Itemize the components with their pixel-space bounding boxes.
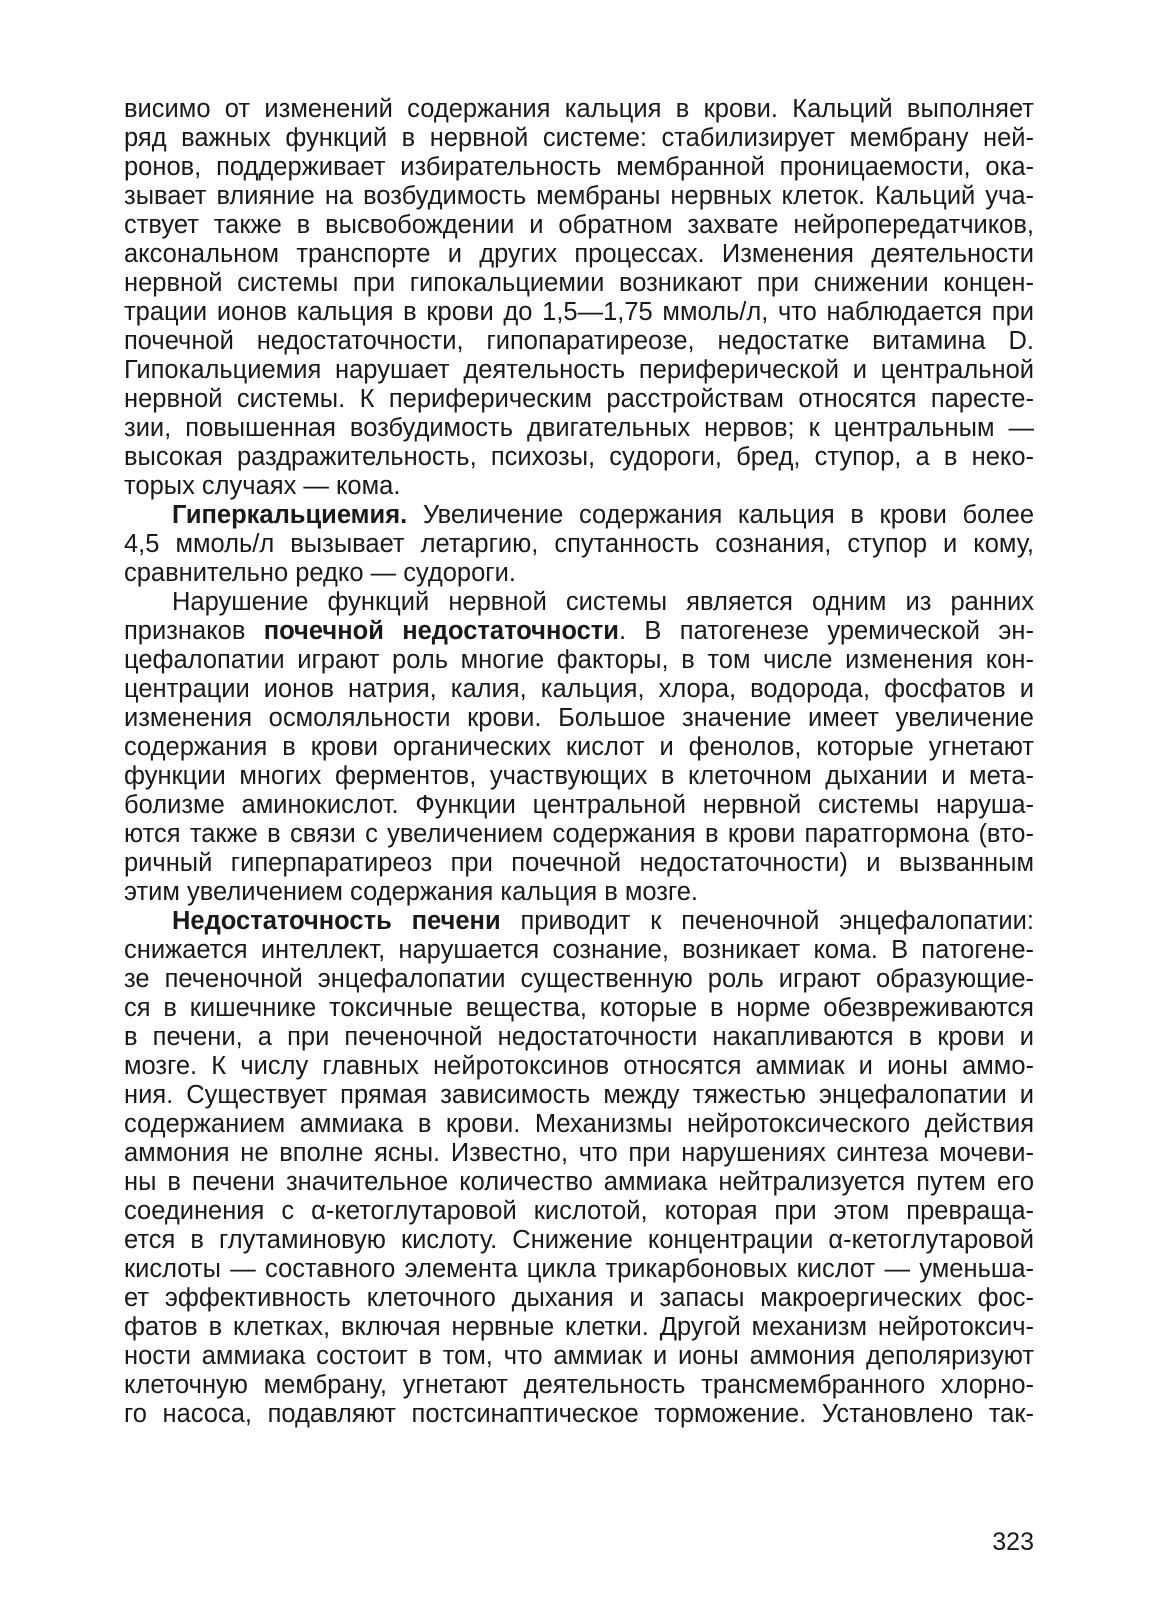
text-run: признаков (124, 617, 264, 645)
text-run: этим увеличением содержания кальция в мозге. (124, 878, 698, 906)
text-line (124, 791, 1034, 820)
text-line (124, 269, 1034, 298)
text-line (124, 182, 1034, 211)
text-run: Нарушение функций нервной системы является одним из ранних (172, 588, 1034, 616)
text-line (124, 733, 1034, 762)
text-line (124, 240, 1034, 269)
text-run: снижается интеллект, нарушается сознание, возникает кома. В патогене- (124, 936, 1034, 964)
text-run: аммония не вполне ясны. Известно, что при нарушениях синтеза мочеви- (124, 1139, 1034, 1167)
text-run: ствует также в высвобождении и обратном захвате нейропередатчиков, (124, 211, 1034, 239)
text-run: соединения с α-кетоглутаровой кислотой, которая при этом превраща- (124, 1197, 1034, 1225)
text-run: клеточную мембрану, угнетают деятельность трансмембранного хлорно- (124, 1371, 1034, 1399)
text-run: Гипокальциемия нарушает деятельность периферической и центральной (124, 356, 1034, 384)
text-run: 4,5 ммоль/л вызывает летаргию, спутанность сознания, ступор и кому, (124, 530, 1034, 558)
text-line (124, 1313, 1034, 1342)
text-run: функции многих ферментов, участвующих в клеточном дыхании и мета- (124, 762, 1034, 790)
text-run: в печени, а при печеночной недостаточности накапливаются в крови и (124, 1023, 1034, 1051)
text-run: сравнительно редко — судороги. (124, 559, 516, 587)
text-run: мозге. К числу главных нейротоксинов относятся аммиак и ионы аммо- (124, 1052, 1034, 1080)
text-line (124, 1342, 1034, 1371)
text-run: ричный гиперпаратиреоз при почечной недостаточности) и вызванным (124, 849, 1034, 877)
text-line (124, 704, 1034, 733)
text-line (124, 443, 1034, 472)
text-line (124, 965, 1034, 994)
text-run: зывает влияние на возбудимость мембраны нервных клеток. Кальций уча- (124, 182, 1034, 210)
text-run: аксональном транспорте и других процессах. Изменения деятельности (124, 240, 1034, 268)
text-line (124, 153, 1034, 182)
text-run: нервной системы. К периферическим расстройствам относятся паресте- (124, 385, 1034, 413)
text-line (124, 356, 1034, 385)
text-run: ности аммиака состоит в том, что аммиак и ионы аммония деполяризуют (124, 1342, 1034, 1370)
text-line (124, 298, 1034, 327)
text-run: . В патогенезе уремической эн- (618, 617, 1034, 645)
text-line (124, 559, 1034, 588)
text-line (124, 1052, 1034, 1081)
text-run: ния. Существует прямая зависимость между тяжестью энцефалопатии и (124, 1081, 1034, 1109)
text-line (124, 1226, 1034, 1255)
text-line (124, 1168, 1034, 1197)
text-line (124, 1139, 1034, 1168)
text-line (124, 1081, 1034, 1110)
text-line (124, 1023, 1034, 1052)
text-line (124, 530, 1034, 559)
text-run: ются также в связи с увеличением содержания в крови паратгормона (вто- (124, 820, 1034, 848)
text-run: приводит к печеночной энцефалопатии: (500, 907, 1034, 935)
text-run: зии, повышенная возбудимость двигательных нервов; к центральным — (124, 414, 1034, 442)
text-line (124, 95, 1034, 124)
text-run: торых случаях — кома. (124, 472, 401, 500)
bold-term: Гиперкальциемия. (172, 501, 408, 529)
text-run: го насоса, подавляют постсинаптическое торможение. Установлено так- (124, 1400, 1034, 1428)
text-line (124, 936, 1034, 965)
text-run: болизме аминокислот. Функции центральной нервной системы наруша- (124, 791, 1034, 819)
text-line (124, 1284, 1034, 1313)
text-line (124, 878, 1034, 907)
text-line (124, 675, 1034, 704)
text-run: содержанием аммиака в крови. Механизмы нейротоксического действия (124, 1110, 1034, 1138)
text-line (124, 1110, 1034, 1139)
text-line (124, 501, 1034, 530)
page-number: 323 (992, 1528, 1034, 1556)
text-run: цефалопатии играют роль многие факторы, в том числе изменения кон- (124, 646, 1034, 674)
text-run: содержания в крови органических кислот и фенолов, которые угнетают (124, 733, 1034, 761)
text-run: ся в кишечнике токсичные вещества, которые в норме обезвреживаются (124, 994, 1034, 1022)
text-line (124, 907, 1034, 936)
text-run: ронов, поддерживает избирательность мембранной проницаемости, ока- (124, 153, 1034, 181)
text-line (124, 385, 1034, 414)
text-line (124, 472, 1034, 501)
text-line (124, 1400, 1034, 1429)
text-line (124, 820, 1034, 849)
bold-term: почечной недостаточности (263, 617, 619, 645)
text-run: ется в глутаминовую кислоту. Снижение концентрации α-кетоглутаровой (124, 1226, 1034, 1254)
text-run: ряд важных функций в нервной системе: стабилизирует мембрану ней- (124, 124, 1034, 152)
text-run: ет эффективность клеточного дыхания и запасы макроергических фос- (124, 1284, 1034, 1312)
text-line (124, 1371, 1034, 1400)
text-run: ны в печени значительное количество аммиака нейтрализуется путем его (124, 1168, 1034, 1196)
text-line (124, 124, 1034, 153)
text-run: изменения осмоляльности крови. Большое значение имеет увеличение (124, 704, 1034, 732)
text-run: кислоты — составного элемента цикла трикарбоновых кислот — уменьша- (124, 1255, 1034, 1283)
text-line (124, 646, 1034, 675)
text-line (124, 588, 1034, 617)
body-text (124, 95, 1034, 1429)
text-run: трации ионов кальция в крови до 1,5—1,75 ммоль/л, что наблюдается при (124, 298, 1034, 326)
text-run: висимо от изменений содержания кальция в крови. Кальций выполняет (124, 95, 1034, 123)
text-run: Увеличение содержания кальция в крови более (407, 501, 1034, 529)
text-run: центрации ионов натрия, калия, кальция, хлора, водорода, фосфатов и (124, 675, 1034, 703)
text-line (124, 617, 1034, 646)
text-run: почечной недостаточности, гипопаратиреозе, недостатке витамина D. (124, 327, 1034, 355)
text-line (124, 1197, 1034, 1226)
text-run: зе печеночной энцефалопатии существенную роль играют образующие- (124, 965, 1034, 993)
text-line (124, 414, 1034, 443)
text-run: высокая раздражительность, психозы, судороги, бред, ступор, а в неко- (124, 443, 1034, 471)
text-line (124, 1255, 1034, 1284)
text-line (124, 994, 1034, 1023)
text-line (124, 762, 1034, 791)
text-line (124, 327, 1034, 356)
text-line (124, 211, 1034, 240)
text-line (124, 849, 1034, 878)
text-run: нервной системы при гипокальциемии возникают при снижении концен- (124, 269, 1034, 297)
bold-term: Недостаточность печени (172, 907, 501, 935)
text-run: фатов в клетках, включая нервные клетки. Другой механизм нейротоксич- (124, 1313, 1034, 1341)
